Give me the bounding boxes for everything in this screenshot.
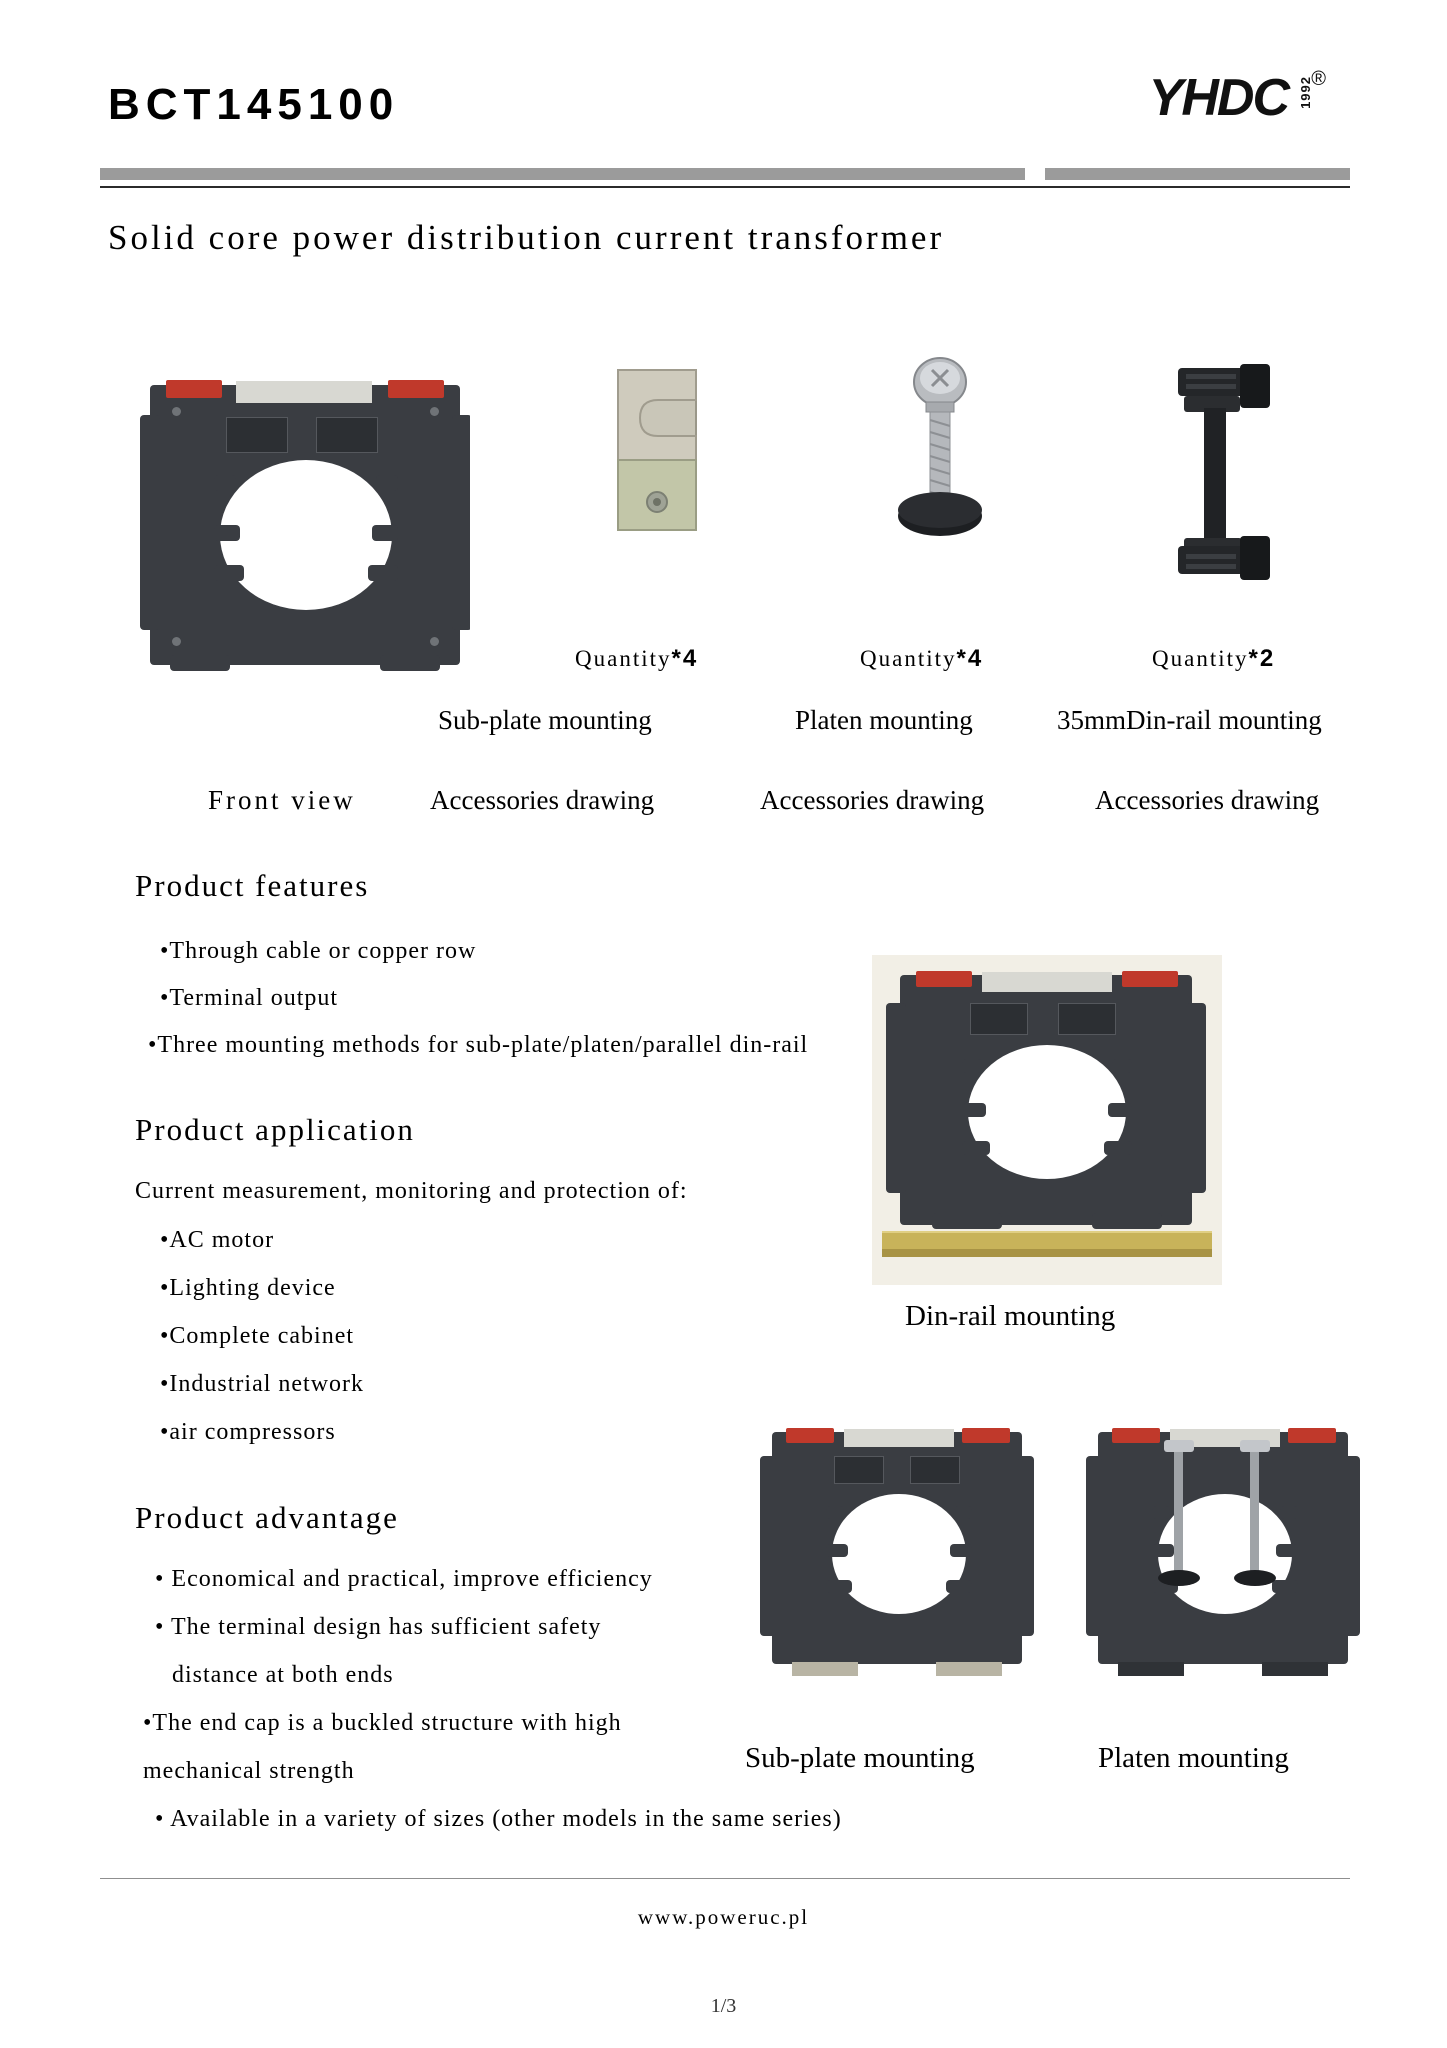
section-heading-application: Product application: [135, 1112, 415, 1147]
ct-left-ear: [140, 415, 160, 630]
application-item-4: •Industrial network: [160, 1371, 365, 1397]
pl-screw-foot-1: [1158, 1570, 1200, 1586]
ct-window-step-f: [368, 565, 398, 581]
sp-ct-nameplate: [844, 1429, 954, 1447]
pl-screw-head-1: [1164, 1440, 1194, 1452]
platen-screw-icon: [860, 350, 1020, 600]
page-header: [100, 60, 1350, 170]
ct-window-step-b: [214, 525, 240, 541]
pl-window-step-a: [1152, 1506, 1170, 1519]
application-item-2: •Lighting device: [160, 1275, 336, 1301]
pl-window-step-d: [1280, 1506, 1298, 1519]
logo-year: 1992: [1298, 76, 1313, 109]
sub-plate-accessory-photo: [600, 360, 760, 590]
ct-screw-tl: [172, 407, 181, 416]
pl-foot-right: [1262, 1662, 1328, 1676]
sp-window-step-f: [946, 1580, 972, 1593]
header-rule-bars: [100, 168, 1350, 182]
sp-ct-terminal-1: [834, 1456, 884, 1484]
application-item-5: •air compressors: [160, 1419, 336, 1445]
dr-ct-right-ear: [1186, 1003, 1206, 1193]
ct-window-step-e: [372, 525, 398, 541]
footer-website: www.poweruc.pl: [637, 1905, 810, 1929]
din-rail-clip-icon: [1140, 350, 1310, 600]
dr-window-step-a: [962, 1059, 982, 1073]
quantity-caption-2: [860, 645, 983, 673]
ct-foot-right: [380, 655, 440, 671]
dr-ct-nameplate: [982, 972, 1112, 992]
ct-foot-left: [170, 655, 230, 671]
pl-window-step-f: [1272, 1580, 1298, 1593]
advantage-item-2: • The terminal design has sufficient safety: [155, 1614, 602, 1640]
sp-window-step-c: [826, 1580, 852, 1593]
sp-window-step-b: [826, 1544, 848, 1557]
quantity-caption-1: [575, 645, 698, 673]
pl-screw-shaft-2: [1250, 1444, 1259, 1574]
header-divider: [100, 186, 1350, 188]
ct-cap-right: [388, 380, 444, 398]
din-rail-accessory-photo: [1140, 350, 1310, 600]
application-item-1: •AC motor: [160, 1227, 275, 1253]
sp-bracket-right: [936, 1662, 1002, 1676]
ct-primary-window: [220, 460, 392, 610]
page-title: BCT145100: [108, 80, 400, 129]
pl-screw-head-2: [1240, 1440, 1270, 1452]
page-subtitle: Solid core power distribution current transformer: [108, 218, 945, 257]
sp-ct-right-ear: [1018, 1456, 1034, 1636]
page-number: 1/3: [710, 1995, 737, 2017]
sub-plate-bracket-icon: [600, 360, 760, 590]
dr-ct-cap-left: [916, 971, 972, 987]
header-rule-left: [100, 168, 1025, 180]
sp-ct-cap-left: [786, 1428, 834, 1443]
ct-nameplate: [236, 381, 372, 403]
quantity-label-3: Quantity: [1152, 646, 1249, 671]
advantage-item-2b: distance at both ends: [172, 1662, 394, 1688]
dr-window-step-f: [1104, 1141, 1132, 1155]
quantity-label-2: Quantity: [860, 646, 957, 671]
dr-window-step-b: [962, 1103, 986, 1117]
feature-item-2: •Terminal output: [160, 985, 339, 1011]
advantage-item-3: •The end cap is a buckled structure with high: [143, 1710, 622, 1736]
pl-screw-shaft-1: [1174, 1444, 1183, 1574]
ct-cap-left: [166, 380, 222, 398]
front-view-photo: [140, 355, 470, 685]
logo-wordmark: YHDC: [1148, 69, 1288, 127]
feature-item-1: •Through cable or copper row: [160, 938, 477, 964]
platen-accessory-photo: [860, 350, 1020, 600]
advantage-item-3b: mechanical strength: [143, 1758, 355, 1784]
sub-plate-mounting-caption: Sub-plate mounting: [745, 1742, 975, 1774]
application-item-3: •Complete cabinet: [160, 1323, 355, 1349]
brand-logo: [1058, 68, 1328, 140]
sp-window-step-e: [950, 1544, 972, 1557]
sp-ct-terminal-2: [910, 1456, 960, 1484]
accessory-drawing-label-2: Accessories drawing: [760, 785, 985, 815]
quantity-caption-3: [1152, 645, 1275, 673]
accessory-drawing-label-1: Accessories drawing: [430, 785, 655, 815]
pl-screw-foot-2: [1234, 1570, 1276, 1586]
ct-screw-tr: [430, 407, 439, 416]
pl-ct-left-ear: [1086, 1456, 1102, 1636]
sub-plate-mounting-photo: [752, 1410, 1042, 1710]
dr-window-step-d: [1112, 1059, 1132, 1073]
section-heading-advantage: Product advantage: [135, 1500, 399, 1535]
ct-window-step-c: [214, 565, 244, 581]
sp-window-step-d: [954, 1506, 972, 1519]
ct-window-step-a: [214, 475, 236, 491]
accessory-name-3: 35mmDin-rail mounting: [1057, 705, 1322, 735]
accessory-name-2: Platen mounting: [795, 705, 973, 735]
dr-ct-left-ear: [886, 1003, 906, 1193]
dr-ct-terminal-2: [1058, 1003, 1116, 1035]
platen-mounting-photo: [1078, 1410, 1368, 1710]
dr-foot-left: [932, 1213, 1002, 1229]
feature-item-3: •Three mounting methods for sub-plate/platen/parallel din-rail: [148, 1032, 809, 1058]
ct-screw-bl: [172, 637, 181, 646]
din-rail-mounting-photo: [872, 955, 1222, 1285]
quantity-value-1: *4: [671, 645, 699, 672]
dr-window-step-e: [1108, 1103, 1132, 1117]
dr-ct-terminal-1: [970, 1003, 1028, 1035]
pl-window-step-b: [1152, 1544, 1174, 1557]
quantity-label-1: Quantity: [575, 646, 672, 671]
pl-foot-left: [1118, 1662, 1184, 1676]
header-rule-right: [1045, 168, 1350, 180]
din-rail-mounting-caption: Din-rail mounting: [905, 1300, 1116, 1332]
advantage-item-4: • Available in a variety of sizes (other models in the same series): [155, 1806, 842, 1832]
sp-ct-cap-right: [962, 1428, 1010, 1443]
ct-right-ear: [452, 415, 470, 630]
footer-divider: [100, 1878, 1350, 1879]
application-intro: Current measurement, monitoring and protection of:: [135, 1178, 688, 1204]
pl-ct-cap-right: [1288, 1428, 1336, 1443]
accessory-name-1: Sub-plate mounting: [438, 705, 652, 735]
dr-window-step-c: [962, 1141, 990, 1155]
accessory-drawing-label-3: Accessories drawing: [1095, 785, 1320, 815]
dr-ct-primary-window: [968, 1045, 1126, 1179]
ct-window-step-d: [376, 475, 398, 491]
ct-screw-br: [430, 637, 439, 646]
sp-window-step-a: [826, 1506, 844, 1519]
dr-ct-cap-right: [1122, 971, 1178, 987]
pl-ct-right-ear: [1344, 1456, 1360, 1636]
quantity-value-3: *2: [1248, 645, 1276, 672]
front-view-caption: Front view: [208, 785, 356, 815]
platen-mounting-caption: Platen mounting: [1098, 1742, 1289, 1774]
section-heading-features: Product features: [135, 868, 370, 903]
pl-window-step-e: [1276, 1544, 1298, 1557]
sp-ct-left-ear: [760, 1456, 776, 1636]
din-rail-shadow: [882, 1249, 1212, 1257]
quantity-value-2: *4: [956, 645, 984, 672]
dr-foot-right: [1092, 1213, 1162, 1229]
registered-mark-icon: ®: [1311, 68, 1326, 90]
sp-ct-primary-window: [832, 1494, 966, 1614]
sp-bracket-left: [792, 1662, 858, 1676]
ct-terminal-2: [316, 417, 378, 453]
ct-terminal-1: [226, 417, 288, 453]
pl-ct-cap-left: [1112, 1428, 1160, 1443]
advantage-item-1: • Economical and practical, improve efficiency: [155, 1566, 653, 1592]
